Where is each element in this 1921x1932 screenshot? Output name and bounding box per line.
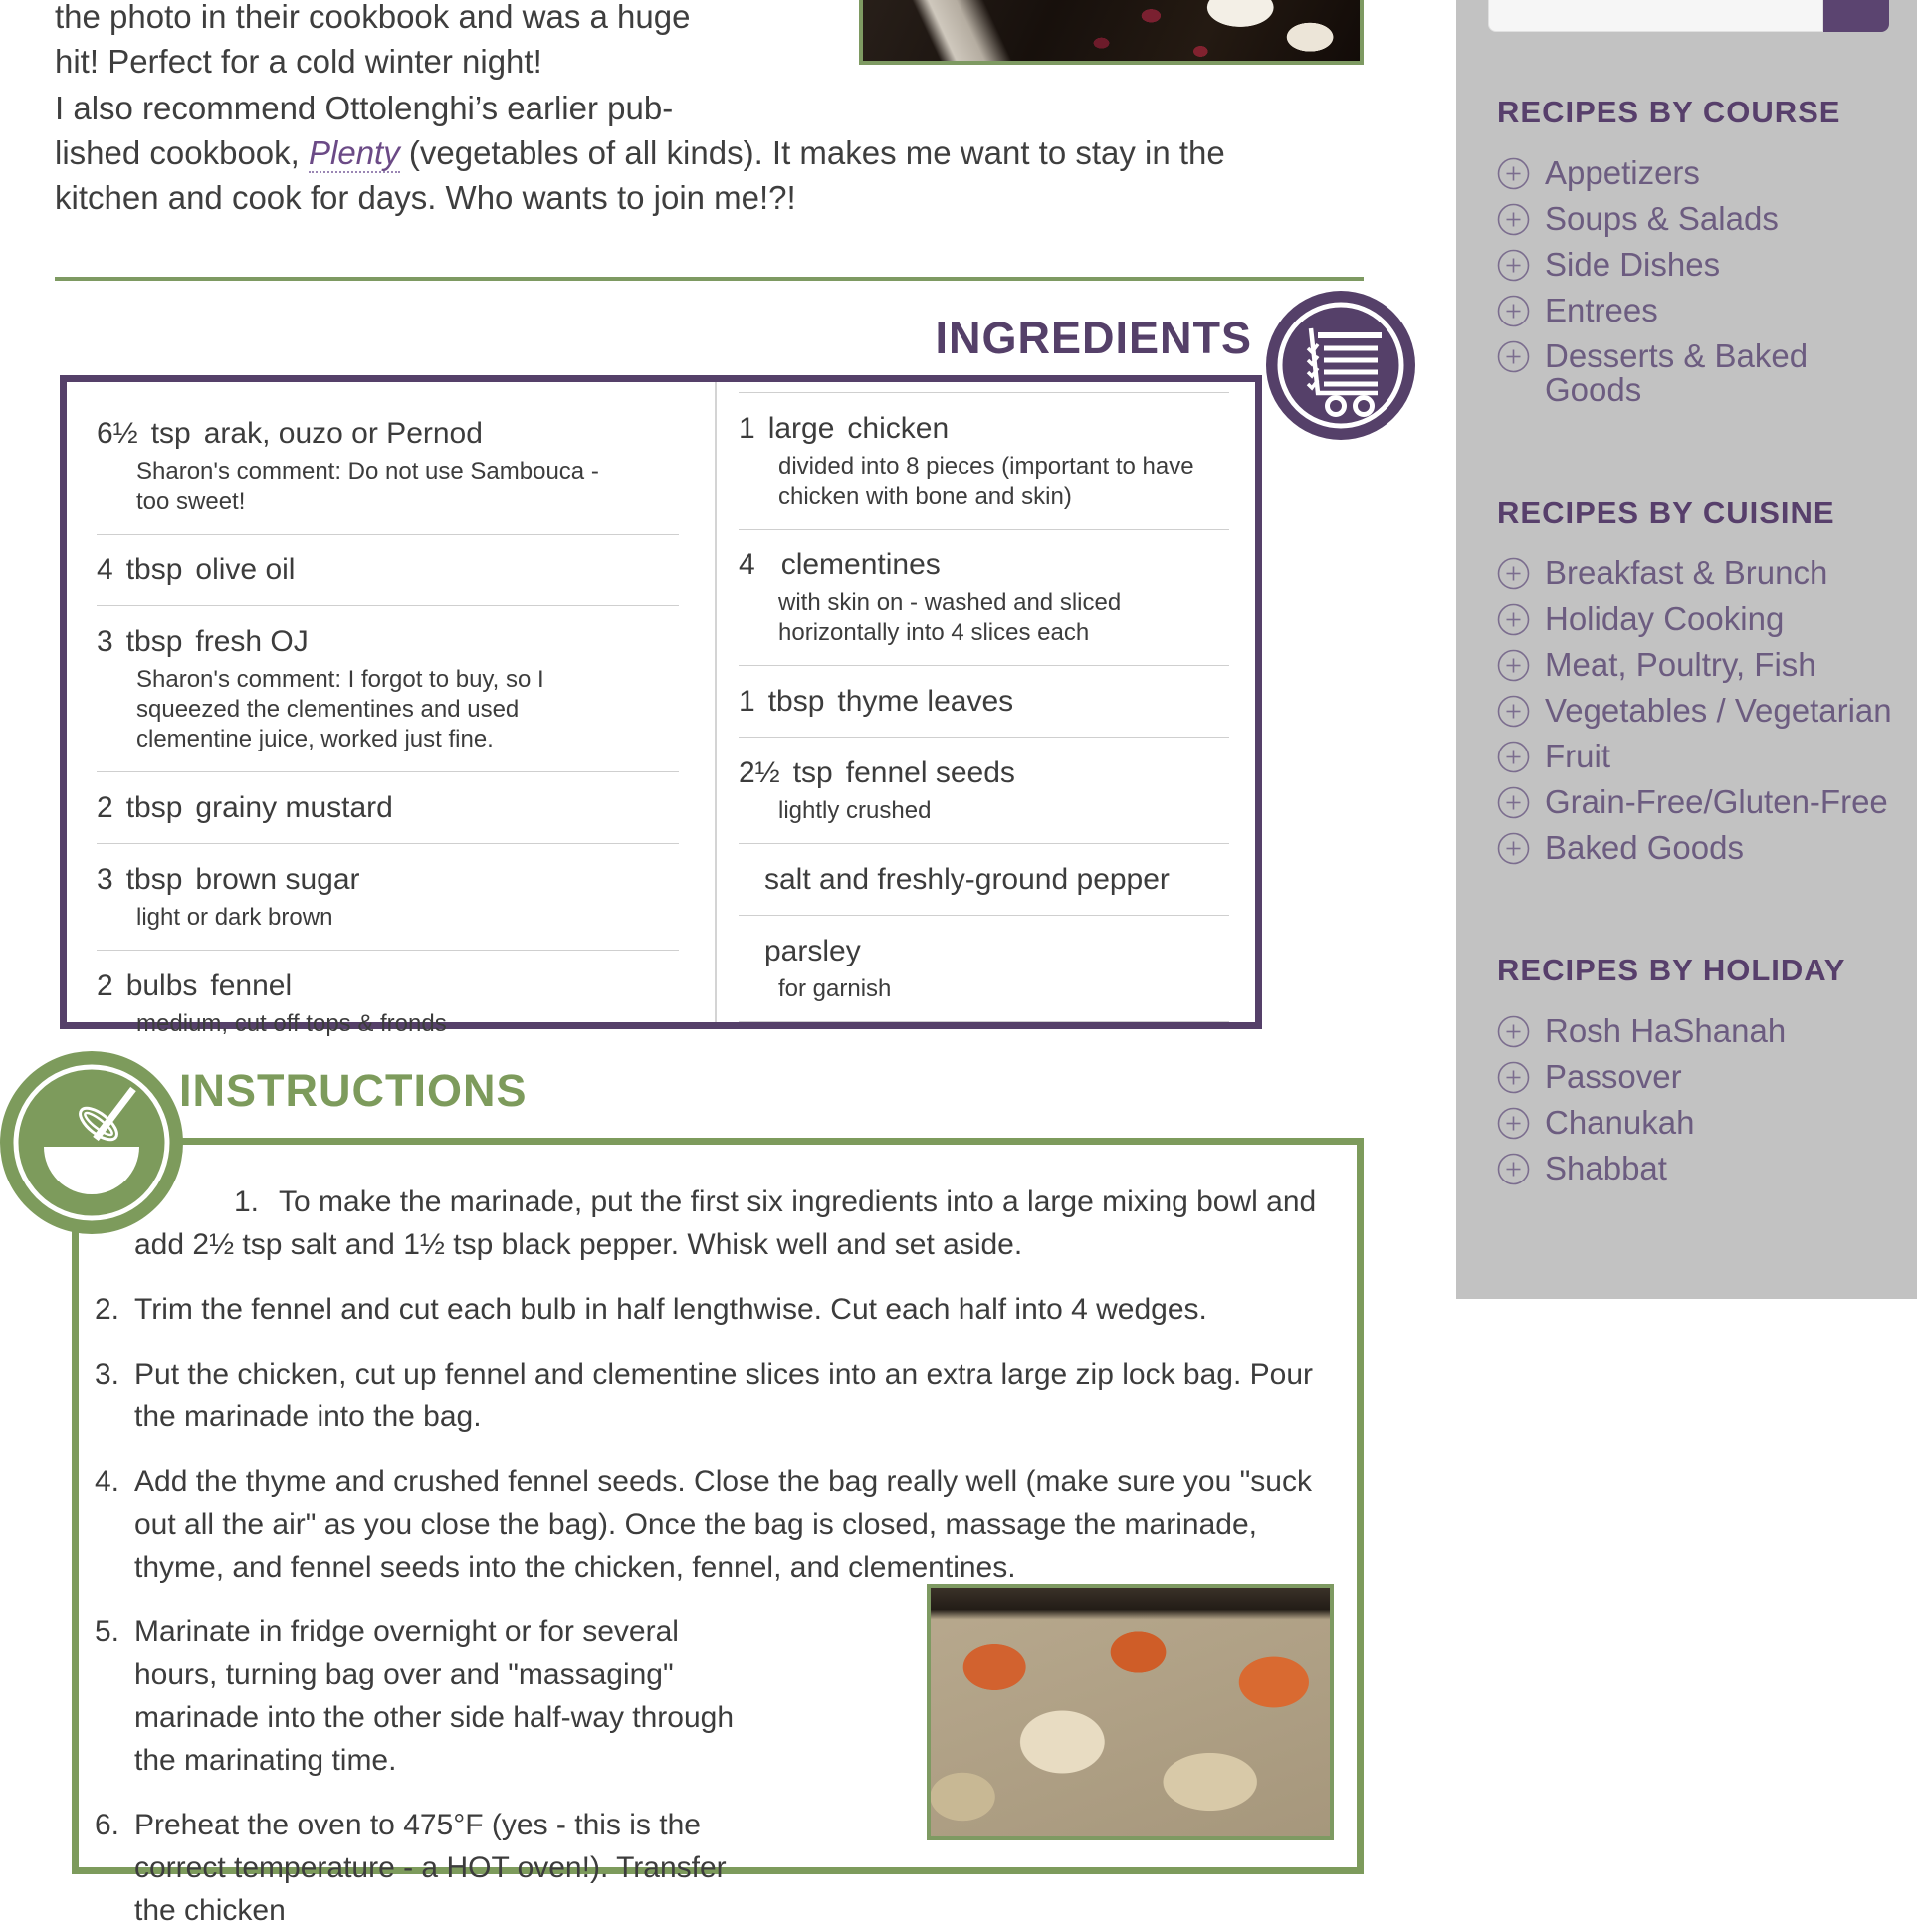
instruction-step-3 (95, 1353, 1337, 1438)
intro-line-5: kitchen and cook for days. Who wants to join me!?! (55, 179, 796, 216)
sidebar-item-label: Vegetables / Vegetarian (1545, 692, 1892, 729)
ingredient-name: arak, ouzo or Pernod (203, 417, 483, 450)
ingredient-note: Sharon's comment: I forgot to buy, so I squeezed the clementines and used clementine juice, worked just fine. (136, 666, 544, 752)
ingredient-note: divided into 8 pieces (important to have chicken with bone and skin) (778, 453, 1194, 510)
sidebar-item-meat-poultry-fish[interactable] (1497, 648, 1897, 682)
sidebar-item-label: Fruit (1545, 738, 1610, 774)
ingredient-fresh-oj (97, 606, 679, 772)
step-number: 3. (95, 1358, 120, 1391)
intro-paragraph-1 (55, 0, 851, 84)
ingredient-chicken (739, 392, 1229, 530)
intro-paragraph-2 (55, 86, 1379, 220)
sidebar-header-holiday: RECIPES BY HOLIDAY (1497, 953, 1846, 987)
instruction-step-2 (95, 1288, 1337, 1331)
ingredient-name: olive oil (195, 553, 296, 586)
plus-circle-icon (1497, 557, 1530, 590)
ingredient-parsley (739, 916, 1229, 1022)
marinating-bag-photo (927, 1584, 1334, 1840)
intro-line-4-post: (vegetables of all kinds). It makes me want to stay in the (399, 134, 1225, 171)
ingredient-amount: 2 (97, 791, 113, 824)
plus-circle-icon (1497, 832, 1530, 865)
plus-circle-icon (1497, 695, 1530, 728)
ingredient-note: with skin on - washed and sliced horizontally into 4 slices each (778, 589, 1122, 646)
sidebar-item-passover[interactable] (1497, 1060, 1897, 1094)
sidebar-header-course: RECIPES BY COURSE (1497, 95, 1841, 129)
plus-circle-icon (1497, 249, 1530, 282)
ingredient-name: salt and freshly-ground pepper (764, 863, 1170, 896)
ingredient-note: light or dark brown (136, 904, 333, 931)
plus-circle-icon (1497, 649, 1530, 682)
sidebar-item-label: Chanukah (1545, 1104, 1695, 1141)
sidebar-item-label: Breakfast & Brunch (1545, 554, 1828, 591)
sidebar-list-holiday (1497, 1014, 1897, 1185)
ingredients-heading: INGREDIENTS (935, 313, 1252, 363)
plus-circle-icon (1497, 1153, 1530, 1185)
intro-line-3: I also recommend Ottolenghi’s earlier pub- (55, 90, 674, 126)
step-number: 1. (234, 1185, 260, 1218)
ingredient-note: medium, cut off tops & fronds (136, 1010, 447, 1037)
ingredient-unit: tbsp (125, 863, 183, 896)
sidebar-item-label: Soups & Salads (1545, 200, 1779, 237)
ingredient-name: thyme leaves (837, 685, 1014, 718)
sidebar-item-chanukah[interactable] (1497, 1106, 1897, 1140)
plus-circle-icon (1497, 1015, 1530, 1048)
ingredient-olive-oil (97, 535, 679, 606)
shopping-cart-icon (1266, 291, 1415, 440)
ingredient-amount: 6½ (97, 417, 138, 450)
ingredient-unit: tbsp (125, 791, 183, 824)
plus-circle-icon (1497, 157, 1530, 190)
plenty-cookbook-link[interactable]: Plenty (309, 134, 400, 171)
ingredient-unit: bulbs (125, 969, 198, 1002)
plus-circle-icon (1497, 1061, 1530, 1094)
plus-circle-icon (1497, 340, 1530, 373)
step-number: 5. (95, 1615, 120, 1648)
ingredient-name: grainy mustard (195, 791, 393, 824)
instructions-heading: INSTRUCTIONS (179, 1065, 528, 1116)
sidebar-item-soups-salads[interactable] (1497, 202, 1897, 236)
sidebar-item-label: Appetizers (1545, 154, 1700, 191)
ingredient-amount: 1 (739, 412, 755, 445)
ingredient-amount: 3 (97, 863, 113, 896)
sidebar-item-side-dishes[interactable] (1497, 248, 1897, 282)
plus-circle-icon (1497, 741, 1530, 773)
instruction-step-4 (95, 1460, 1337, 1589)
ingredient-salt-pepper (739, 844, 1229, 916)
ingredient-amount: 3 (97, 625, 113, 658)
ingredient-name: clementines (780, 548, 941, 581)
sidebar-item-holiday-cooking[interactable] (1497, 602, 1897, 636)
ingredient-name: fresh OJ (195, 625, 309, 658)
ingredient-unit: tbsp (125, 553, 183, 586)
sidebar-item-label: Holiday Cooking (1545, 600, 1785, 637)
intro-line-1: the photo in their cookbook and was a huge (55, 0, 691, 35)
ingredient-clementines (739, 530, 1229, 666)
sidebar-item-rosh-hashanah[interactable] (1497, 1014, 1897, 1048)
sidebar-item-label: Desserts & Baked Goods (1545, 337, 1809, 408)
ingredient-amount: 2½ (739, 756, 780, 789)
skillet-dessert-photo (859, 0, 1364, 65)
ingredient-name: chicken (847, 412, 950, 445)
step-number: 4. (95, 1465, 120, 1498)
ingredient-name: parsley (764, 935, 861, 967)
search-bar (1488, 0, 1889, 32)
whisk-bowl-icon (0, 1051, 183, 1234)
section-divider (55, 277, 1364, 281)
ingredient-unit: tbsp (125, 625, 183, 658)
ingredient-unit: tsp (792, 756, 833, 789)
ingredients-column-left (67, 382, 717, 1037)
sidebar-item-grain-free-gluten-free[interactable] (1497, 785, 1897, 819)
plus-circle-icon (1497, 603, 1530, 636)
ingredient-fennel-seeds (739, 738, 1229, 844)
plus-circle-icon (1497, 786, 1530, 819)
sidebar-list-course (1497, 156, 1897, 407)
intro-line-4-pre: lished cookbook, (55, 134, 309, 171)
ingredient-amount: 1 (739, 685, 755, 718)
instruction-step-1 (134, 1181, 1337, 1266)
sidebar-list-cuisine (1497, 556, 1897, 865)
plus-circle-icon (1497, 1107, 1530, 1140)
sidebar-item-label: Entrees (1545, 292, 1658, 328)
step-text: Preheat the oven to 475°F (yes - this is the correct temperature - a HOT oven!). Transfer the chicken (134, 1809, 727, 1927)
step-text: To make the marinade, put the first six ingredients into a large mixing bowl and add 2½ tsp salt and 1½ tsp black pepper. Whisk well and set aside. (134, 1185, 1317, 1261)
intro-line-2: hit! Perfect for a cold winter night! (55, 43, 542, 80)
sidebar (1456, 0, 1917, 1299)
ingredients-box (60, 375, 1262, 1037)
ingredient-amount: 4 (97, 553, 113, 586)
ingredient-thyme (739, 666, 1229, 738)
search-input[interactable] (1488, 0, 1823, 32)
step-text: Trim the fennel and cut each bulb in half lengthwise. Cut each half into 4 wedges. (134, 1293, 1207, 1326)
sidebar-header-cuisine: RECIPES BY CUISINE (1497, 495, 1835, 530)
ingredient-unit: tbsp (767, 685, 825, 718)
ingredient-unit: tsp (150, 417, 191, 450)
ingredient-amount: 2 (97, 969, 113, 1002)
step-text: Add the thyme and crushed fennel seeds. Close the bag really well (make sure you "suck out all the air" as you close the bag). Once the bag is closed, massage the marinade, thyme, and fennel seeds into the chicken, fennel, and clementines. (134, 1465, 1312, 1584)
sidebar-item-entrees[interactable] (1497, 294, 1897, 327)
ingredient-amount: 4 (739, 548, 755, 581)
sidebar-item-label: Side Dishes (1545, 246, 1721, 283)
ingredient-arak (97, 398, 679, 535)
ingredient-note: for garnish (778, 975, 892, 1002)
ingredient-grainy-mustard (97, 772, 679, 844)
ingredient-fennel-bulbs (97, 951, 679, 1056)
plus-circle-icon (1497, 203, 1530, 236)
ingredient-name: fennel (210, 969, 293, 1002)
ingredients-column-right (717, 382, 1255, 1022)
search-button[interactable] (1823, 0, 1889, 32)
step-number: 6. (95, 1809, 120, 1841)
step-number: 2. (95, 1293, 120, 1326)
sidebar-item-shabbat[interactable] (1497, 1152, 1897, 1185)
sidebar-item-fruit[interactable] (1497, 740, 1897, 773)
sidebar-item-breakfast-brunch[interactable] (1497, 556, 1897, 590)
sidebar-item-vegetables-vegetarian[interactable] (1497, 694, 1897, 728)
sidebar-item-label: Rosh HaShanah (1545, 1012, 1787, 1049)
sidebar-item-appetizers[interactable] (1497, 156, 1897, 190)
ingredient-note: Sharon's comment: Do not use Sambouca - too sweet! (136, 458, 599, 515)
sidebar-item-label: Grain-Free/Gluten-Free (1545, 783, 1888, 820)
step-text: Put the chicken, cut up fennel and clementine slices into an extra large zip lock bag. Pour the marinade into the bag. (134, 1358, 1314, 1433)
sidebar-item-baked-goods[interactable] (1497, 831, 1897, 865)
sidebar-item-label: Passover (1545, 1058, 1682, 1095)
ingredient-note: lightly crushed (778, 797, 932, 824)
ingredient-name: brown sugar (195, 863, 360, 896)
ingredient-unit: large (767, 412, 835, 445)
step-text: Marinate in fridge overnight or for several hours, turning bag over and "massaging" marinade into the other side half-way through the marinating time. (134, 1615, 735, 1777)
sidebar-item-label: Shabbat (1545, 1150, 1667, 1186)
sidebar-item-label: Meat, Poultry, Fish (1545, 646, 1816, 683)
ingredient-name: fennel seeds (845, 756, 1015, 789)
sidebar-item-label: Baked Goods (1545, 829, 1744, 866)
sidebar-item-desserts-baked-goods[interactable] (1497, 339, 1897, 407)
plus-circle-icon (1497, 295, 1530, 327)
ingredient-brown-sugar (97, 844, 679, 951)
